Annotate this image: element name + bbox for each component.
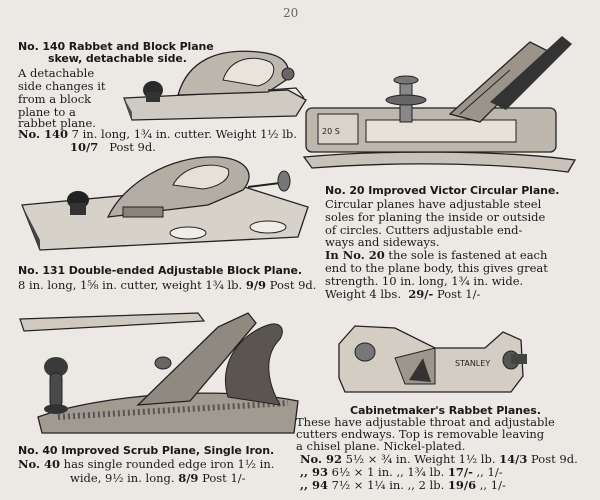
rabbet-row-weight: ,, 1¾ lb. [396, 465, 445, 479]
svg-text:20 S: 20 S [322, 127, 340, 136]
plane20-price: 29/- [408, 287, 434, 301]
plane131-illustration [18, 145, 323, 255]
rabbet-row-no: ,, 93 [300, 465, 329, 479]
plane20-desc2-2: end to the plane body, this gives great [325, 261, 548, 275]
rabbet-row-no: ,, 94 [300, 478, 329, 492]
plane40-illustration [18, 305, 318, 440]
plane140-desc-1: A detachable [18, 66, 95, 80]
plane40-desc-2 [70, 472, 246, 485]
plane131-price: 9/9 [245, 278, 267, 292]
plane20-desc2-1 [325, 249, 547, 262]
plane20-desc-2: soles for planing the inside or outside [325, 210, 546, 224]
plane40-price: 8/9 [178, 471, 199, 485]
rabbet-row-weight: ,, 2 lb. [407, 478, 445, 492]
rabbet-desc-1: These have adjustable throat and adjustable [296, 415, 555, 429]
rabbet-row-price: 19/6 [447, 478, 477, 492]
rabbet-row-price: 14/3 [499, 452, 528, 466]
rabbet-row-92 [300, 453, 578, 466]
rabbet-title: Cabinetmaker's Rabbet Planes. [350, 404, 541, 417]
plane140-desc-5: rabbet plane. [18, 116, 96, 130]
rabbet-row-post: Post 9d. [531, 452, 578, 466]
plane140-desc-2: side changes it [18, 79, 106, 93]
plane20-desc-3: of circles. Cutters adjustable end- [325, 223, 523, 237]
rabbet-desc-3: a chisel plane. Nickel-plated. [296, 439, 466, 453]
rabbet-desc-2: cutters endways. Top is removable leaving [296, 427, 545, 441]
rabbet-row-size: 7½ × 1¼ in. [331, 478, 404, 492]
rabbet-illustration [335, 318, 535, 400]
plane131-spec-line [18, 279, 316, 292]
plane20-desc-1: Circular planes have adjustable steel [325, 197, 542, 211]
rabbet-stamp: STANLEY [455, 359, 491, 368]
plane40-desc-no: No. 40 [18, 457, 60, 471]
rabbet-row-size: 6½ × 1 in. [331, 465, 393, 479]
rabbet-row-post: ,, 1/- [476, 465, 503, 479]
plane140-subtitle: skew, detachable side. [48, 52, 187, 65]
rabbet-row-93 [300, 466, 503, 479]
plane140-spec [18, 128, 297, 141]
plane40-title: No. 40 Improved Scrub Plane, Single Iron. [18, 444, 275, 457]
plane40-desc-1 [18, 458, 274, 471]
plane20-title: No. 20 Improved Victor Circular Plane. [325, 184, 560, 197]
page-number: 20 [283, 6, 299, 20]
plane140-post: Post 9d. [109, 140, 156, 154]
rabbet-row-94 [300, 479, 506, 492]
plane140-desc-4: plane to a [18, 105, 76, 119]
plane140-spec-no: No. 140 [18, 127, 68, 141]
plane131-title: No. 131 Double-ended Adjustable Block Plane. [18, 264, 302, 277]
plane20-desc2-no: In No. 20 [325, 248, 385, 262]
rabbet-row-weight: Weight 1½ lb. [414, 452, 496, 466]
plane140-illustration [118, 40, 318, 125]
plane40-post: Post 1/- [202, 471, 246, 485]
plane40-desc-line1: has single rounded edge iron 1½ in. [63, 457, 275, 471]
plane140-price: 10/7 [70, 140, 99, 154]
plane131-post: Post 9d. [269, 278, 317, 292]
plane20-weight-line [325, 288, 480, 301]
plane20-weight: Weight 4 lbs. [325, 287, 401, 301]
plane140-desc-3: from a block [18, 92, 92, 106]
plane20-illustration [300, 22, 580, 182]
plane20-desc2-line1: the sole is fastened at each [384, 248, 548, 262]
plane20-post: Post 1/- [436, 287, 481, 301]
plane20-desc-4: ways and sideways. [325, 235, 440, 249]
plane131-spec: 8 in. long, 1⅝ in. cutter, weight 1¾ lb. [18, 278, 243, 292]
rabbet-row-size: 5½ × ¾ in. [345, 452, 411, 466]
plane140-spec-text: 7 in. long, 1¾ in. cutter. Weight 1½ lb. [71, 127, 297, 141]
plane20-desc2-3: strength. 10 in. long, 1¾ in. wide. [325, 274, 524, 288]
rabbet-row-post: ,, 1/- [479, 478, 506, 492]
rabbet-row-price: 17/- [447, 465, 473, 479]
rabbet-row-no: No. 92 [300, 452, 342, 466]
plane40-desc-line2: wide, 9½ in. long. [70, 471, 175, 485]
plane140-title: No. 140 Rabbet and Block Plane [18, 40, 214, 53]
